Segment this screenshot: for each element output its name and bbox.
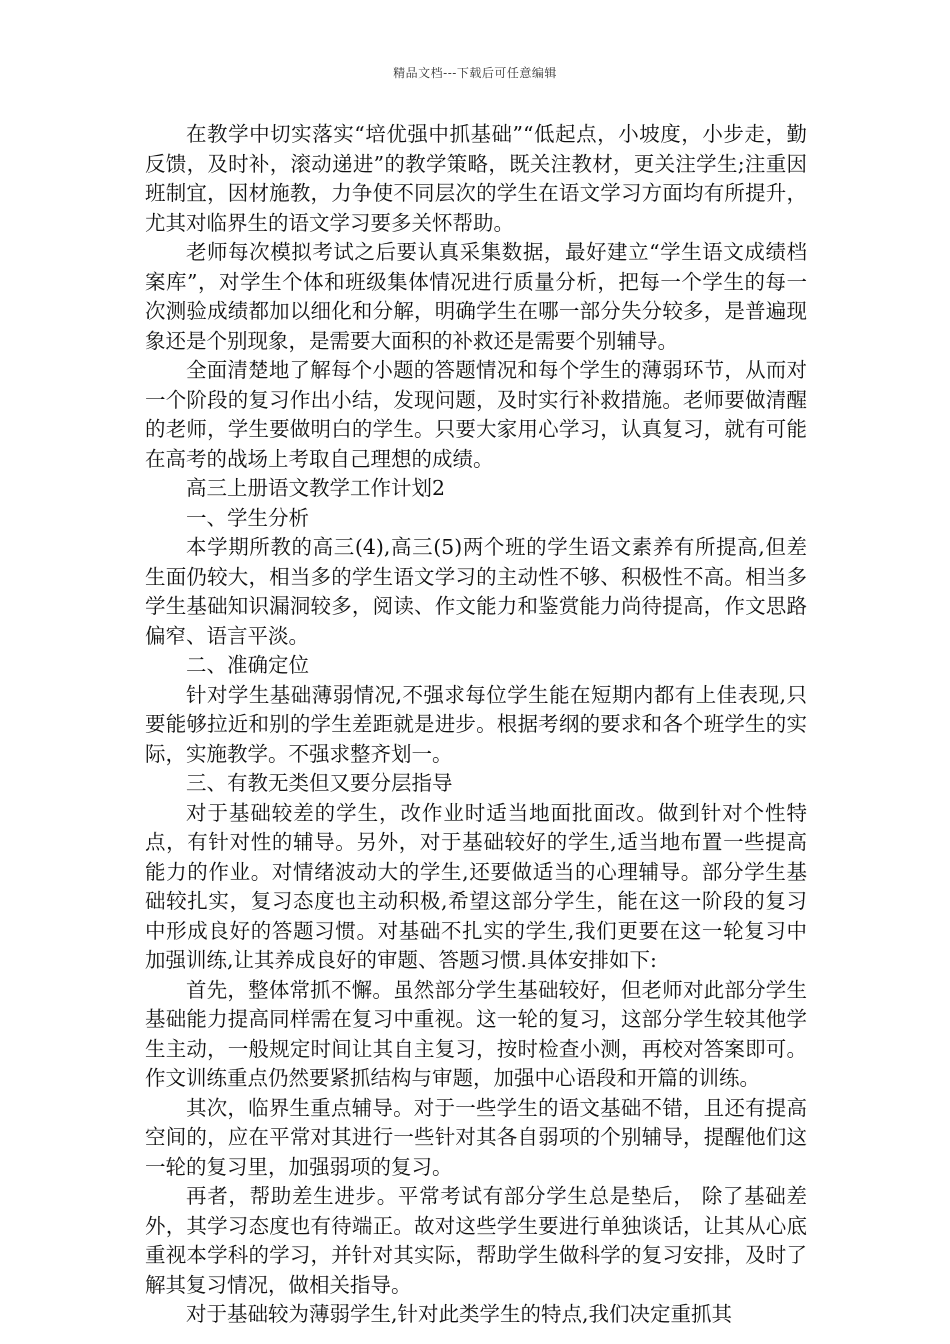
section-heading: 三、有教无类但又要分层指导 <box>186 771 453 795</box>
document-body <box>145 120 807 1330</box>
paragraph: 首先，整体常抓不懈。虽然部分学生基础较好，但老师对此部分学生基础能力提高同样需在复习中重视。这一轮的复习，这部分学生较其他学生主动，一般规定时间让其自主复习，按时检查小测，再校对答案即可。作文训练重点仍然要紧抓结构与审题，加强中心语段和开篇的训练。 <box>145 977 807 1090</box>
section-title: 高三上册语文教学工作计划2 <box>186 476 446 500</box>
section-heading: 二、准确定位 <box>186 653 309 677</box>
paragraph: 全面清楚地了解每个小题的答题情况和每个学生的薄弱环节，从而对一个阶段的复习作出小结，发现问题，及时实行补救措施。老师要做清醒的老师，学生要做明白的学生。只要大家用心学习，认真复习，就有可能在高考的战场上考取自己理想的成绩。 <box>145 358 807 471</box>
paragraph: 本学期所教的高三(4),高三(5)两个班的学生语文素养有所提高,但差生面仍较大，相当多的学生语文学习的主动性不够、积极性不高。相当多学生基础知识漏洞较多，阅读、作文能力和鉴赏能力尚待提高，作文思路偏窄、语言平淡。 <box>145 535 807 648</box>
paragraph: 再者，帮助差生进步。平常考试有部分学生总是垫后， 除了基础差外，其学习态度也有待端正。故对这些学生要进行单独谈话，让其从心底重视本学科的学习，并针对其实际，帮助学生做科学的复习安排，及时了解其复习情况，做相关指导。 <box>145 1184 807 1297</box>
paragraph: 老师每次模拟考试之后要认真采集数据，最好建立“学生语文成绩档案库”，对学生个体和班级集体情况进行质量分析，把每一个学生的每一次测验成绩都加以细化和分解，明确学生在哪一部分失分较多，是普遍现象还是个别现象，是需要大面积的补救还是需要个别辅导。 <box>145 240 807 353</box>
page-header: 精品文档---下载后可任意编辑 <box>393 66 557 80</box>
section-heading: 一、学生分析 <box>186 505 309 530</box>
paragraph: 其次，临界生重点辅导。对于一些学生的语文基础不错，且还有提高空间的，应在平常对其进行一些针对其各自弱项的个别辅导，提醒他们这一轮的复习里，加强弱项的复习。 <box>145 1095 807 1179</box>
paragraph: 在教学中切实落实“培优强中抓基础”“低起点，小坡度，小步走，勤反馈，及时补，滚动递进”的教学策略，既关注教材，更关注学生;注重因班制宜，因材施教，力争使不同层次的学生在语文学习方面均有所提升，尤其对临界生的语文学习要多关怀帮助。 <box>145 122 807 235</box>
paragraph: 对于基础较为薄弱学生,针对此类学生的特点,我们决定重抓其 <box>186 1302 733 1326</box>
paragraph: 针对学生基础薄弱情况,不强求每位学生能在短期内都有上佳表现,只要能够拉近和别的学生差距就是进步。根据考纲的要求和各个班学生的实际，实施教学。不强求整齐划一。 <box>145 682 807 766</box>
paragraph: 对于基础较差的学生，改作业时适当地面批面改。做到针对个性特点，有针对性的辅导。另外，对于基础较好的学生,适当地布置一些提高能力的作业。对情绪波动大的学生,还要做适当的心理辅导。部分学生基础较扎实，复习态度也主动积极,希望这部分学生，能在这一阶段的复习中形成良好的答题习惯。对基础不扎实的学生,我们更要在这一轮复习中加强训练,让其养成良好的审题、答题习惯.具体安排如下: <box>145 800 807 972</box>
